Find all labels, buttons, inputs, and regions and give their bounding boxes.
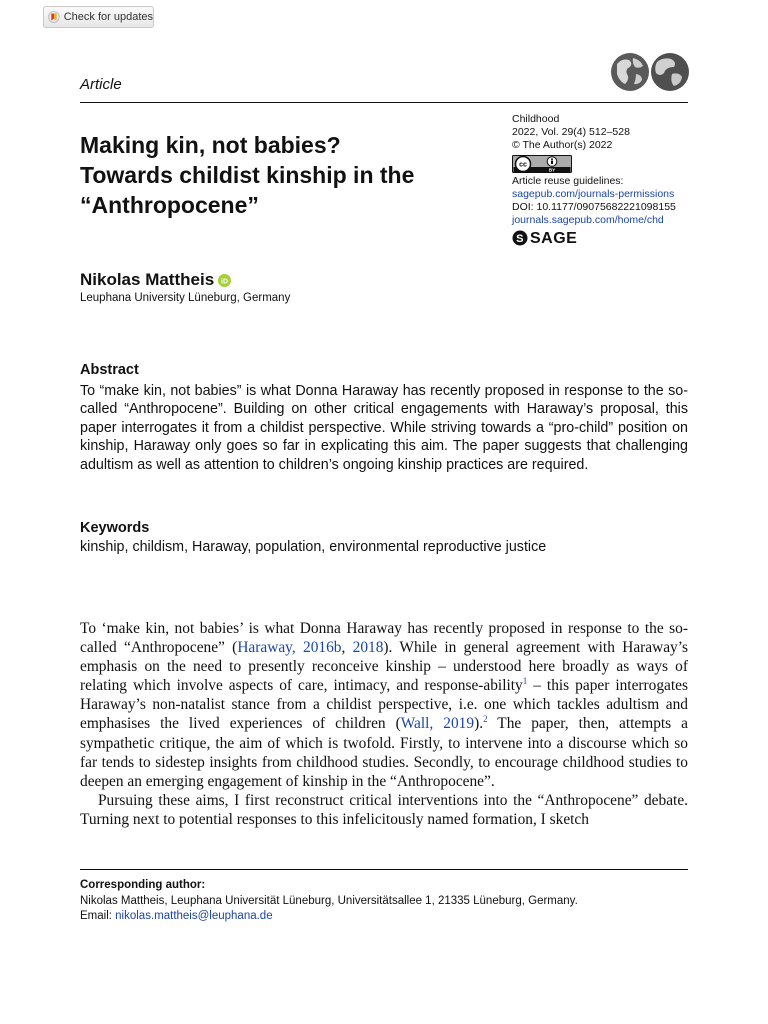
svg-text:S: S (516, 233, 524, 245)
body-paragraph: Pursuing these aims, I first reconstruct critical interventions into the “Anthropocene” debate. Turning next to potential responses to this infelicitously named formation, I sketch (80, 791, 688, 828)
article-title (80, 130, 500, 220)
check-updates-label: Check for updates (63, 11, 153, 23)
body-text-run: ). (474, 715, 484, 733)
title-line: “Anthropocene” (80, 192, 259, 218)
author-name-text: Nikolas Mattheis (80, 270, 215, 289)
citation-link[interactable]: 2018 (352, 639, 384, 657)
corresponding-author-address: Nikolas Mattheis, Leuphana Universität Lüneburg, Universitätsallee 1, 21335 Lüneburg, Germany. (80, 895, 578, 907)
header-rule (80, 102, 688, 103)
svg-text:iD: iD (221, 277, 229, 285)
title-line: Making kin, not babies? (80, 132, 341, 158)
email-link[interactable]: nikolas.mattheis@leuphana.de (115, 910, 273, 922)
reuse-label: Article reuse guidelines: (512, 175, 624, 187)
footnote-link[interactable]: 1 (522, 676, 528, 687)
body-text-run: ). While in general agreement with Haraway’s emphasis on the need to presently reconceive kinship – understood here broadly as ways of relating which involve aspects of care, intimacy, and response-ability (80, 639, 689, 695)
journal-name: Childhood (512, 113, 560, 125)
keywords-heading: Keywords (80, 520, 150, 536)
keywords-text: kinship, childism, Haraway, population, environmental reproductive justice (80, 539, 547, 555)
svg-text:cc: cc (519, 161, 527, 169)
journal-globe-logo (609, 52, 691, 92)
citation-link[interactable]: Haraway, 2016b (237, 639, 342, 657)
article-type: Article (80, 76, 122, 93)
footer-rule (80, 869, 688, 870)
abstract-text: To “make kin, not babies” is what Donna Haraway has recently proposed in response to the so-called “Anthropocene”. Building on other critical engagements with Haraway’s proposal, this paper interrogates it from a childist perspective. While striving towards a “pro-child” position on kinship, Haraway only goes so far in explicating this aim. The paper suggests that challenging adultism as well as attention to children’s ongoing kinship practices are required. (80, 383, 688, 473)
publisher-name: SAGE (530, 229, 578, 247)
corresponding-author-heading: Corresponding author: (80, 879, 206, 891)
footnote-link[interactable]: 2 (483, 714, 488, 725)
body-text-run: – this paper interrogates Haraway’s non-natalist stance from a childist perspective, i.e. one which tackles adultism and emphasises the lived experiences of children ( (80, 677, 688, 733)
orcid-icon[interactable] (218, 274, 231, 287)
journal-info (512, 113, 712, 246)
check-for-updates-button[interactable] (43, 6, 154, 28)
cc-by-license-icon[interactable] (512, 155, 572, 173)
author-affiliation: Leuphana University Lüneburg, Germany (80, 292, 291, 304)
journal-copyright: © The Author(s) 2022 (512, 139, 613, 151)
author-name (80, 270, 231, 290)
email-label: Email: (80, 910, 116, 922)
body-text-run: , (341, 639, 353, 657)
doi: DOI: 10.1177/09075682221098155 (512, 201, 676, 213)
svg-text:BY: BY (548, 167, 556, 173)
abstract-heading: Abstract (80, 362, 139, 378)
body-text-run: To ‘make kin, not babies’ is what Donna Haraway has recently proposed in response to the so-called “Anthropocene” ( (80, 620, 688, 657)
journal-volume: 2022, Vol. 29(4) 512–528 (512, 126, 630, 138)
corresponding-author-email (80, 910, 273, 922)
citation-link[interactable]: Wall, 2019 (400, 715, 475, 733)
check-updates-icon (48, 10, 60, 24)
title-line: Towards childist kinship in the (80, 162, 415, 188)
body-text-run: The paper, then, attempts a sympathetic critique, the aim of which is twofold. Firstly, to intervene into a discourse which so far tends to sidestep insights from childhood studies. Secondly, to encourage childhood studies to deepen an emerging engagement of kinship in the “Anthropocene”. (80, 715, 689, 790)
sage-logo (512, 230, 712, 246)
body-text (80, 619, 688, 829)
journal-home-link[interactable]: journals.sagepub.com/home/chd (512, 214, 664, 226)
sage-s-icon (512, 230, 528, 246)
body-paragraph (80, 619, 688, 791)
permissions-link[interactable]: sagepub.com/journals-permissions (512, 188, 675, 200)
